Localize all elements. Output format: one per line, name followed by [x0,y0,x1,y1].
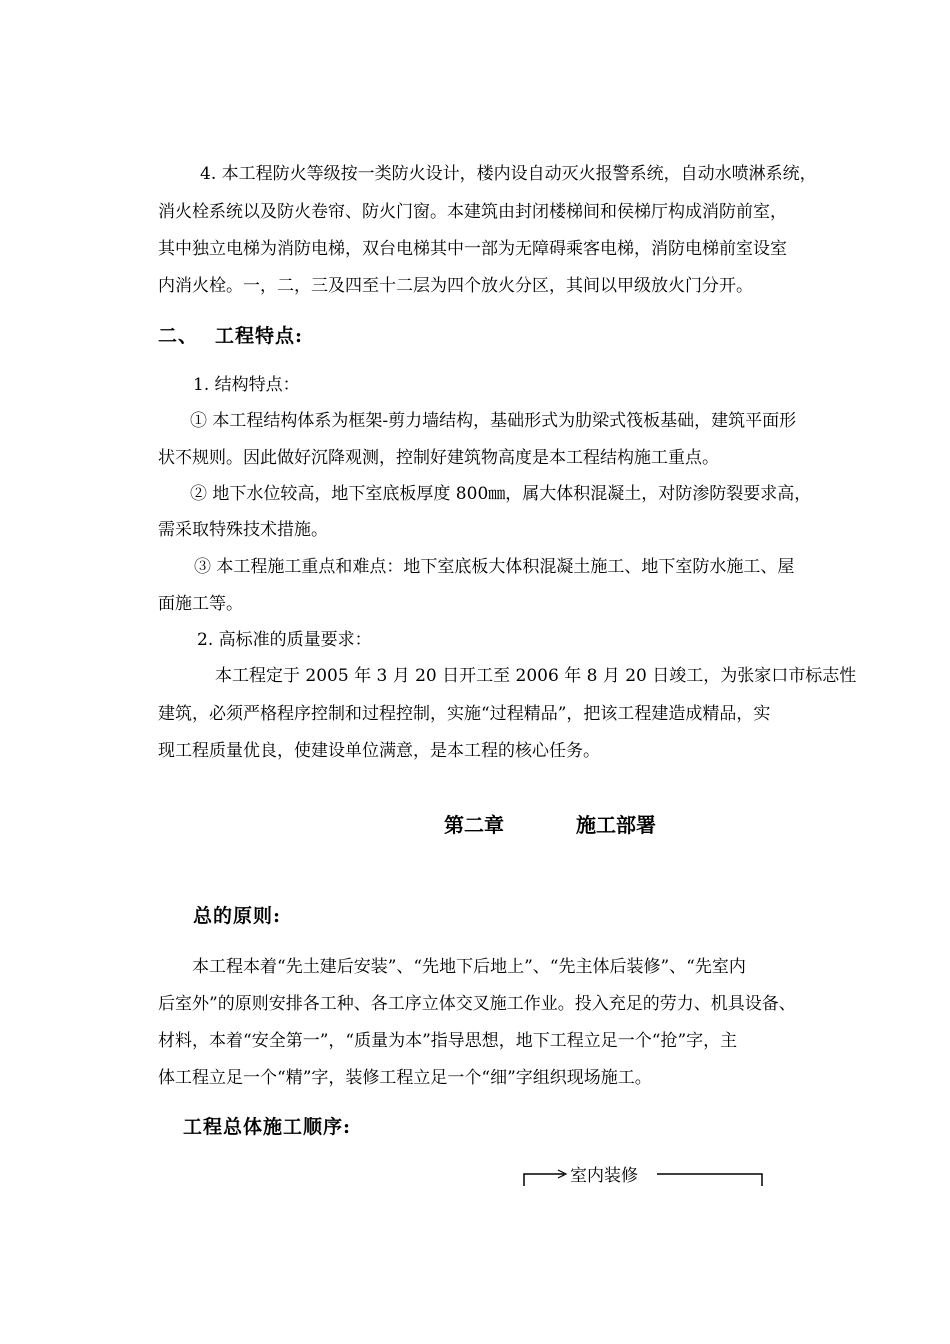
section-number: 二、 [158,325,199,347]
paragraph-line: 内消火栓。一，二，三及四至十二层为四个放火分区，其间以甲级放火门分开。 [158,276,753,296]
list-item: 需采取特殊技术措施。 [158,520,328,540]
subheading: 2. 高标准的质量要求： [197,630,372,650]
flow-connector-lines [520,1162,770,1192]
list-item: ② 地下水位较高，地下室底板厚度 800㎜，属大体积混凝土，对防渗防裂要求高， [190,484,812,504]
paragraph-line: 本工程定于 2005 年 3 月 20 日开工至 2006 年 8 月 20 日竣工，为张家口市标志性 [215,666,857,686]
flow-diagram [520,1162,770,1192]
paragraph-line: 其中独立电梯为消防电梯，双台电梯其中一部为无障碍乘客电梯，消防电梯前室设室 [158,239,787,259]
paragraph-line: 材料，本着“安全第一”，“质量为本”指导思想，地下工程立足一个“抢”字，主 [158,1031,738,1051]
section-heading: 工程总体施工顺序: [183,1116,352,1138]
section-heading: 总的原则: [193,905,282,927]
paragraph-line: 现工程质量优良，使建设单位满意，是本工程的核心任务。 [158,741,600,761]
chapter-number: 第二章 [444,813,504,837]
chapter-title: 施工部署 [576,813,656,837]
subheading: 1. 结构特点： [193,375,300,395]
paragraph-line: 本工程本着“先土建后安装”、“先地下后地上”、“先主体后装修”、“先室内 [192,957,746,977]
list-item: 状不规则。因此做好沉降观测，控制好建筑物高度是本工程结构施工重点。 [158,448,719,468]
paragraph-line: 后室外”的原则安排各工种、各工序立体交叉施工作业。投入充足的劳力、机具设备、 [158,994,796,1014]
list-item: ① 本工程结构体系为框架-剪力墙结构，基础形式为肋梁式筏板基础，建筑平面形 [190,411,797,431]
section-heading: 工程特点: [215,325,304,347]
flow-label: 室内装修 [570,1166,638,1186]
paragraph-line: 体工程立足一个“精”字，装修工程立足一个“细”字组织现场施工。 [158,1068,652,1088]
list-item: 面施工等。 [158,594,243,614]
paragraph-line: 消火栓系统以及防火卷帘、防火门窗。本建筑由封闭楼梯间和侯梯厅构成消防前室， [158,202,787,222]
paragraph-line: 建筑，必须严格程序控制和过程控制，实施“过程精品”，把该工程建造成精品，实 [158,704,771,724]
paragraph-line: 4. 本工程防火等级按一类防火设计，楼内设自动灭火报警系统，自动水喷淋系统， [200,164,817,184]
list-item: ③ 本工程施工重点和难点：地下室底板大体积混凝土施工、地下室防水施工、屋 [194,557,795,577]
